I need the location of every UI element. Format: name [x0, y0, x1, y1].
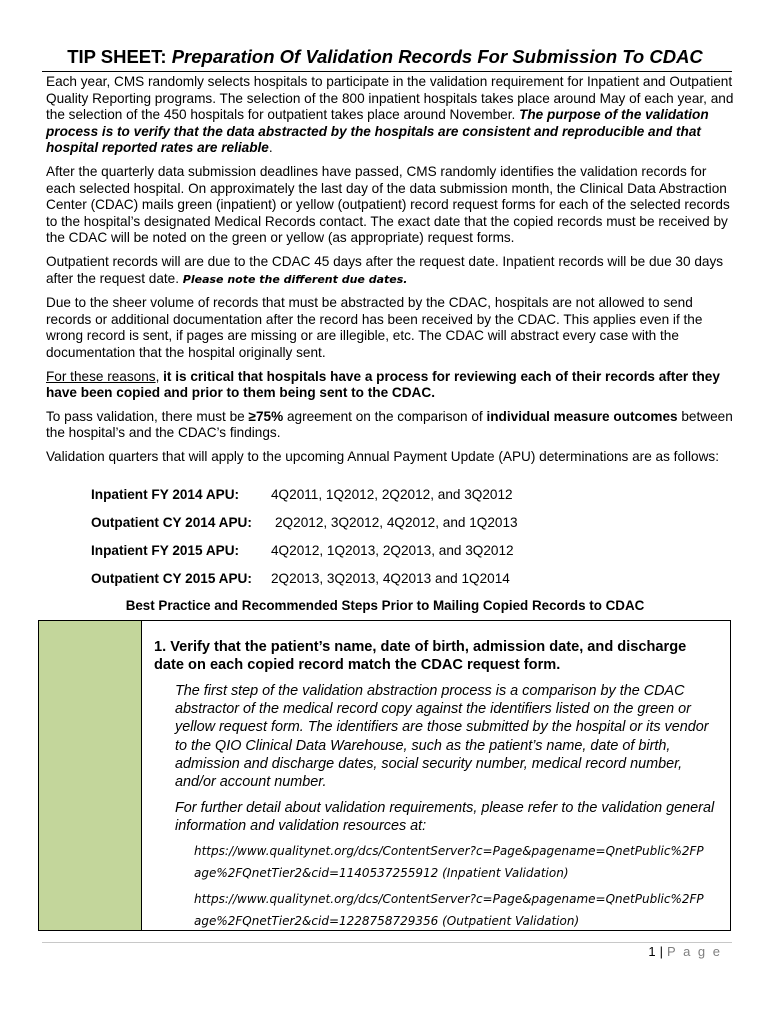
link-text: https://www.qualitynet.org/dcs/ContentServer?c=Page&pagename=QnetPublic%2FP [194, 844, 704, 858]
quarter-row [91, 571, 510, 586]
paragraph-request-forms: After the quarterly data submission deadlines have passed, CMS randomly identifies the validation records for each selected hospital. On approximately the last day of the data submission month, the Clinical Data Abstraction Center (CDAC) mails green (inpatient) or yellow (outpatient) record request forms for each of the selected records to the hospital’s designated Medical Records contact. The exact date that the copied records must be received by the CDAC will be noted on the green or yellow (as appropriate) request forms. [46, 163, 730, 246]
outpatient-validation-link[interactable] [194, 888, 724, 932]
paragraph-volume: Due to the sheer volume of records that must be abstracted by the CDAC, hospitals are not allowed to send records or additional documentation after the record has been received by the CDAC. This applies even if the wrong record is sent, if pages are missing or are illegible, etc. The CDAC will abstract every case with the documentation that the hospital originally sent. [46, 295, 703, 360]
validation-links [194, 840, 724, 936]
reasons-lead: For these reasons [46, 368, 156, 384]
best-practice-heading: Best Practice and Recommended Steps Prior to Mailing Copied Records to CDAC [125, 598, 645, 613]
step-1-heading: 1. Verify that the patient’s name, date of birth, admission date, and discharge date on each copied record match the CDAC request form. [154, 639, 687, 673]
threshold-value: ≥75% [248, 408, 284, 424]
critical-statement: it is critical that hospitals have a process for reviewing each of their records after they have been copied and prior to them being sent to the CDAC. [46, 368, 720, 401]
due-dates-note: Please note the different due dates. [182, 272, 408, 286]
quarter-label: Outpatient CY 2015 APU: [91, 571, 252, 586]
paragraph-quarters-intro: Validation quarters that will apply to the upcoming Annual Payment Update (APU) determinations are as follows: [46, 448, 719, 464]
quarter-row [91, 487, 513, 502]
quarter-row [91, 543, 514, 558]
title-underline [42, 71, 732, 72]
inpatient-validation-link[interactable] [194, 840, 724, 884]
paragraph-text: Outpatient records will are due to the CDAC 45 days after the request date. Inpatient records will be due 30 days after the request date. [46, 253, 724, 286]
step-color-column [39, 621, 142, 930]
footer-divider [42, 942, 732, 943]
paragraph-text: To pass validation, there must be [46, 408, 249, 424]
page-footer [648, 944, 722, 959]
link-text: age%2FQnetTier2&cid=1228758729356 (Outpatient Validation) [194, 914, 580, 928]
quarter-value: 4Q2011, 1Q2012, 2Q2012, and 3Q2012 [271, 487, 513, 502]
quarter-label: Inpatient FY 2015 APU: [91, 543, 240, 558]
paragraph-due-dates [46, 254, 736, 288]
step-1-description: The first step of the validation abstraction process is a comparison by the CDAC abstractor of the medical record copy against the identifiers listed on the green or yellow request form. The identifiers are those submitted by the hospital or its vendor to the QIO Clinical Data Warehouse, such as the patient’s name, date of birth, admission and discharge dates, social security number, medical record number, and/or account number. [175, 683, 709, 791]
quarter-row [91, 515, 518, 530]
paragraph-pass-validation [46, 409, 736, 442]
quarter-value: 2Q2013, 3Q2013, 4Q2013 and 1Q2014 [271, 571, 510, 586]
page-title [40, 46, 730, 68]
paragraph-selection [46, 74, 736, 157]
paragraph-text: Each year, CMS randomly selects hospitals to participate in the validation requirement for Inpatient and Outpatient Quality Reporting programs. The selection of the 800 inpatient hospitals takes place around May of each year, and the selection of the 450 hospitals for outpatient takes place around November. [46, 74, 734, 123]
step-1-body [175, 682, 720, 844]
paragraph-text: agreement on the comparison of [283, 408, 487, 424]
paragraph-text: between the hospital’s and the CDAC’s findings. [46, 408, 733, 441]
link-text: age%2FQnetTier2&cid=1140537255912 (Inpatient Validation) [194, 866, 569, 880]
title-prefix: TIP SHEET: [67, 46, 167, 67]
quarter-value: 2Q2012, 3Q2012, 4Q2012, and 1Q2013 [275, 515, 518, 530]
measure-outcomes: individual measure outcomes [486, 408, 678, 424]
intro-body [46, 74, 736, 472]
title-main: Preparation Of Validation Records For Submission To CDAC [171, 46, 703, 67]
comma: , [155, 368, 164, 384]
step-1-further-detail: For further detail about validation requirements, please refer to the validation general information and validation resources at: [175, 800, 715, 835]
footer-separator: | [659, 944, 664, 959]
quarter-value: 4Q2012, 1Q2013, 2Q2013, and 3Q2012 [271, 543, 514, 558]
link-text: https://www.qualitynet.org/dcs/ContentServer?c=Page&pagename=QnetPublic%2FP [194, 892, 704, 906]
page-label: P a g e [667, 944, 722, 959]
purpose-statement: The purpose of the validation process is to verify that the data abstracted by the hospitals are consistent and reproducible and that hospital reported rates are reliable [46, 107, 709, 156]
page-number: 1 [648, 944, 656, 959]
paragraph-end: . [268, 140, 273, 156]
quarter-label: Outpatient CY 2014 APU: [91, 515, 252, 530]
paragraph-critical [46, 369, 736, 402]
quarter-label: Inpatient FY 2014 APU: [91, 487, 240, 502]
